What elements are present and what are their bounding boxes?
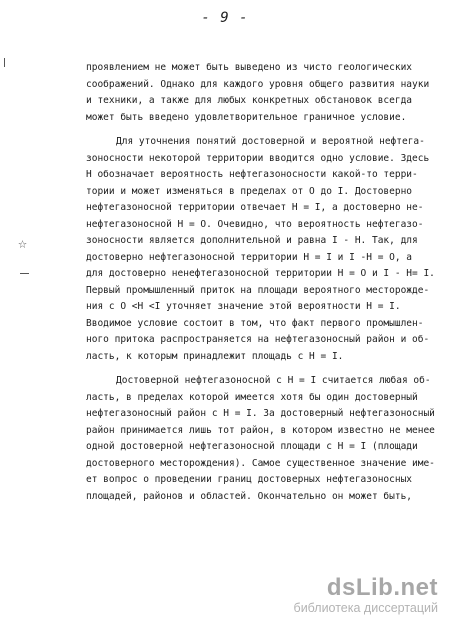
text-line: может быть введено удовлетворительное граничное условие.	[86, 111, 407, 123]
text-line: зоносности является дополнительной и равна I - Н. Так, для	[86, 235, 418, 246]
body-text	[86, 60, 436, 505]
watermark-logo-dot: .	[393, 574, 401, 601]
watermark-tagline: библиотека диссертаций	[293, 601, 438, 615]
text-line: соображений. Однако для каждого уровня общего развития науки	[86, 78, 430, 90]
page-number: - 9 -	[201, 10, 249, 26]
paragraph-gap	[86, 126, 436, 134]
text-line: и техники, а также для любых конкретных обстановок всегда	[86, 95, 413, 106]
paragraph-3	[86, 373, 436, 505]
text-line: площадей, районов и областей. Окончательно он может быть,	[86, 490, 413, 502]
margin-star-icon: ☆	[18, 234, 28, 252]
paragraph-2	[86, 134, 436, 365]
text-line: ния с О <Н <I уточняет значение этой вероятности Н = I.	[86, 301, 401, 312]
text-line: проявлением не может быть выведено из чисто геологических	[86, 62, 413, 73]
text-line: ет вопрос о проведении границ достоверных нефтегазоносных	[86, 474, 413, 485]
dslib-watermark	[294, 575, 438, 615]
text-line: ного притока распространяется на нефтегазоносный район и об-	[86, 334, 430, 345]
paragraph-gap	[86, 365, 436, 373]
paragraph-1	[86, 60, 436, 126]
text-line: достоверно нефтегазоносной территории Н = I и I -Н = О, а	[86, 251, 413, 263]
watermark-logo	[294, 575, 438, 601]
text-line: Первый промышленный приток на площади вероятного месторожде-	[86, 284, 430, 296]
text-line: достоверного месторождения). Самое существенное значение име-	[86, 457, 435, 469]
text-line: ласть, в пределах которой имеется хотя бы один достоверный	[86, 391, 418, 403]
text-line: нефтегазоносный район с Н = I. За достоверный нефтегазоносный	[86, 408, 435, 419]
margin-dash-mark	[20, 273, 29, 274]
text-line: одной достоверной нефтегазоносной площади с Н = I (площади	[86, 441, 418, 452]
text-line: тории и может изменяться в пределах от О до I. Достоверно	[86, 185, 413, 197]
watermark-logo-tld: net	[400, 574, 438, 601]
text-line: Вводимое условие состоит в том, что факт первого промышлен-	[86, 317, 424, 329]
text-line: нефтегазоносной Н = О. Очевидно, что вероятность нефтегазо-	[86, 218, 424, 230]
text-line: район принимается лишь тот район, в котором известно не менее	[86, 424, 435, 436]
text-line: ласть, к которым принадлежит площадь с Н = I.	[86, 350, 344, 362]
watermark-logo-main: dsLib	[326, 574, 394, 601]
text-line: Н обозначает вероятность нефтегазоносности какой-то терри-	[86, 169, 418, 180]
text-line: нефтегазоносной территории отвечает Н = I, а достоверно не-	[86, 202, 424, 213]
text-line: зоносности некоторой территории вводится одно условие. Здесь	[86, 152, 430, 164]
text-line: Достоверной нефтегазоносной с Н = I считается любая об-	[116, 375, 431, 386]
text-line: для достоверно ненефтегазоносной территории Н = О и I - Н= I.	[86, 268, 435, 279]
margin-tick-mark	[4, 58, 5, 67]
text-line: Для уточнения понятий достоверной и вероятной нефтега-	[116, 136, 425, 147]
